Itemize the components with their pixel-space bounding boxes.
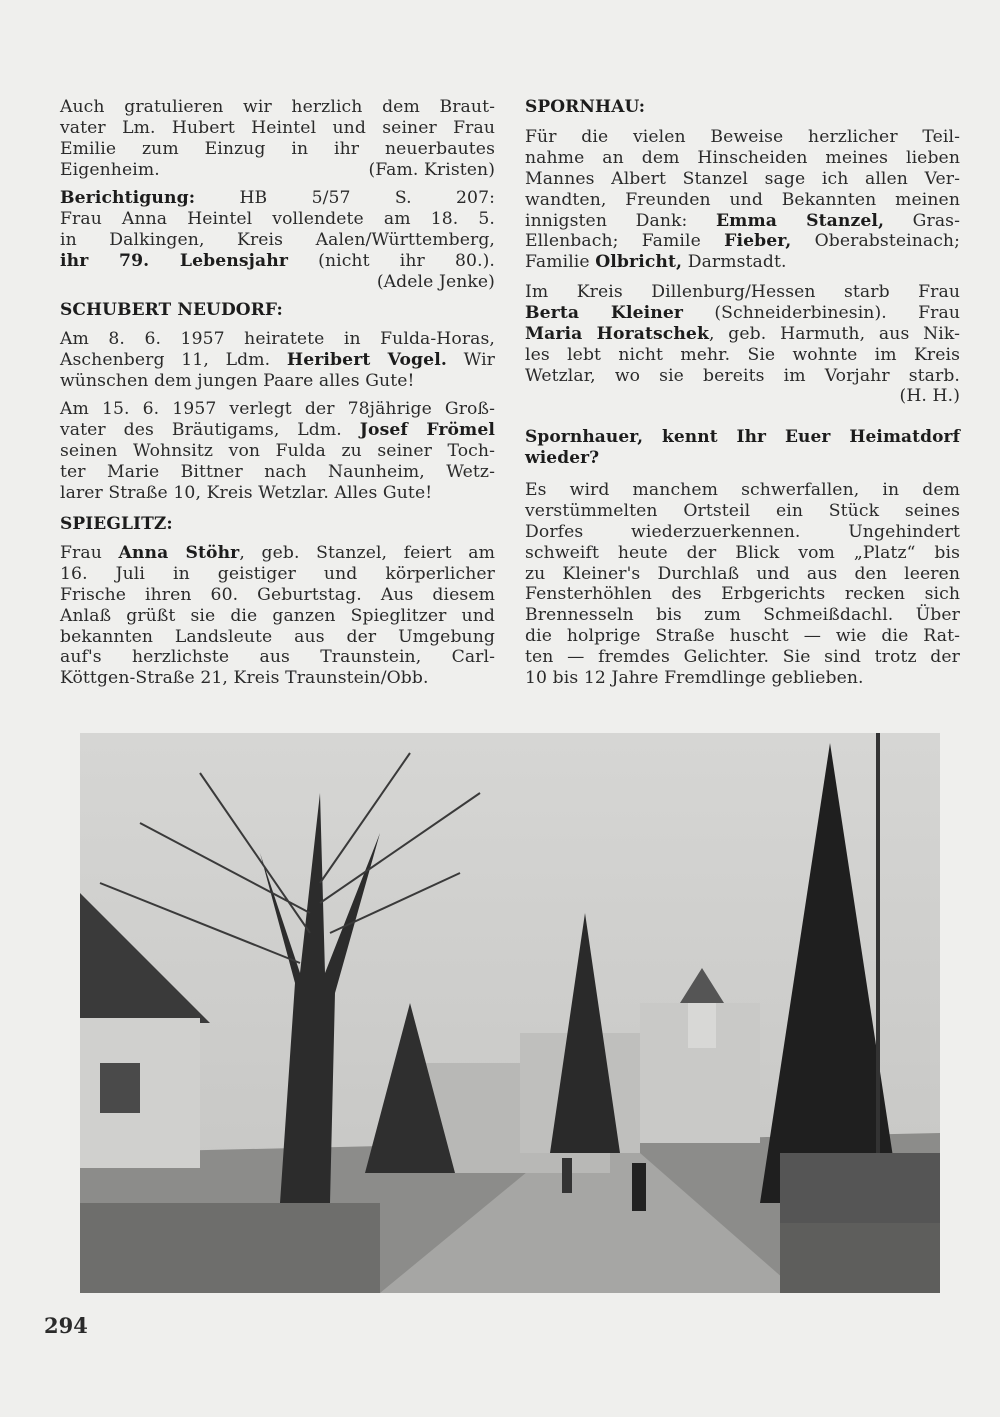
bold-text: Emma Stanzel, xyxy=(715,210,885,231)
text-line xyxy=(525,584,960,605)
text-line xyxy=(525,282,960,303)
text: Wetzlar, wo sie bereits im Vorjahr starb. xyxy=(525,365,960,386)
text: SCHUBERT NEUDORF: xyxy=(60,300,283,320)
text: auf's herzlichste aus Traunstein, Carl- xyxy=(60,647,495,668)
bold-text: Anna Stöhr xyxy=(118,543,240,563)
text: schweift heute der Blick vom „Platz“ bis xyxy=(525,542,960,563)
section-heading xyxy=(525,427,960,469)
page-number: 294 xyxy=(44,1313,88,1338)
text: HB 5/57 S. 207: xyxy=(195,188,495,208)
text-line xyxy=(525,427,960,448)
text-line xyxy=(60,483,495,504)
text-line xyxy=(525,564,960,585)
text-line xyxy=(525,252,960,273)
text: Frische ihren 60. Geburtstag. Aus diesem xyxy=(60,584,495,605)
bold-text: Heribert Vogel. xyxy=(286,349,447,370)
text-line xyxy=(60,399,495,420)
text: Am 15. 6. 1957 verlegt der 78jährige Groß- xyxy=(60,399,495,419)
text-line xyxy=(525,501,960,522)
text-line xyxy=(525,480,960,501)
bold-text: Josef Frömel xyxy=(359,419,496,440)
text: seinen Wohnsitz von Fulda zu seiner Toch- xyxy=(60,440,495,461)
attribution: (Adele Jenke) xyxy=(376,271,495,292)
text: zu Kleiner's Durchlaß und aus den leeren xyxy=(525,563,960,584)
text-line xyxy=(525,647,960,668)
text: Im Kreis Dillenburg/Hessen starb Frau xyxy=(525,282,960,302)
village-street-photo xyxy=(80,733,940,1293)
text: nahme an dem Hinscheiden meines lieben xyxy=(525,147,960,168)
text-line xyxy=(525,148,960,169)
text: ter Marie Bittner nach Naunheim, Wetz- xyxy=(60,461,495,482)
text: Frau Anna Heintel vollendete am 18. 5. xyxy=(60,208,495,229)
text-line xyxy=(525,366,960,387)
text: Spornhauer, kennt Ihr Euer Heimatdorf xyxy=(525,427,960,447)
bold-text: Fieber, xyxy=(724,231,792,252)
text: Ellenbach; Famile xyxy=(525,231,725,252)
text-line xyxy=(60,272,495,293)
text: innigsten Dank: xyxy=(525,210,716,231)
text: Es wird manchem schwerfallen, in dem xyxy=(525,480,960,500)
text-line xyxy=(60,543,495,564)
text: die holprige Straße huscht — wie die Rat- xyxy=(525,626,960,647)
bold-text: Maria Horatschek xyxy=(525,323,709,344)
attribution: (H. H.) xyxy=(899,386,960,407)
bold-text: ihr 79. Lebensjahr xyxy=(60,250,288,271)
text: Wir xyxy=(446,349,495,370)
text: vater des Bräutigams, Ldm. xyxy=(60,419,360,440)
text: Köttgen-Straße 21, Kreis Traunstein/Obb. xyxy=(60,668,429,689)
text: Frau xyxy=(60,543,119,563)
text: wandten, Freunden und Bekannten meinen xyxy=(525,189,960,210)
text: Aschenberg 11, Ldm. xyxy=(60,349,287,370)
text: in Dalkingen, Kreis Aalen/Württemberg, xyxy=(60,229,495,250)
text: Brennesseln bis zum Schmeißdachl. Über xyxy=(525,605,960,626)
text-line xyxy=(525,605,960,626)
text: larer Straße 10, Kreis Wetzlar. Alles Gute! xyxy=(60,482,433,503)
text: vater Lm. Hubert Heintel und seiner Frau xyxy=(60,117,495,138)
paragraph xyxy=(60,329,495,392)
text-line xyxy=(60,371,495,392)
text: (nicht ihr 80.). xyxy=(287,250,495,271)
text-line xyxy=(60,209,495,230)
text: (Schneiderbinesin). Frau xyxy=(683,302,961,323)
text-line xyxy=(60,668,495,689)
text-line xyxy=(60,420,495,441)
text-line xyxy=(60,329,495,350)
text: Dorfes wiederzuerkennen. Ungehindert xyxy=(525,521,960,542)
text-line xyxy=(60,251,495,272)
text-line xyxy=(60,188,495,209)
text-line xyxy=(60,160,495,181)
text: 10 bis 12 Jahre Fremdlinge geblieben. xyxy=(525,668,864,689)
paragraph xyxy=(525,480,960,689)
text-line xyxy=(525,345,960,366)
text-line xyxy=(525,211,960,232)
text-line xyxy=(525,97,960,118)
text: les lebt nicht mehr. Sie wohnte im Kreis xyxy=(525,344,960,365)
text-line xyxy=(60,647,495,668)
text-line xyxy=(525,522,960,543)
text: Für die vielen Beweise herzlicher Teil- xyxy=(525,127,960,147)
text-line xyxy=(60,118,495,139)
paragraph xyxy=(60,543,495,689)
text-line xyxy=(60,585,495,606)
text: , geb. Harmuth, aus Nik- xyxy=(708,323,960,344)
paragraph xyxy=(525,282,960,407)
text-line xyxy=(60,139,495,160)
text-line xyxy=(525,543,960,564)
text-line xyxy=(525,324,960,345)
text: Familie xyxy=(525,252,596,273)
paragraph xyxy=(60,97,495,181)
text: Eigenheim. xyxy=(60,159,160,180)
text-line xyxy=(525,231,960,252)
bold-text: Olbricht, xyxy=(595,252,683,273)
paragraph xyxy=(60,399,495,503)
section-heading xyxy=(525,97,960,118)
text-line xyxy=(525,303,960,324)
text: Emilie zum Einzug in ihr neuerbautes xyxy=(60,138,495,159)
text: bekannten Landsleute aus der Umgebung xyxy=(60,626,495,647)
text: Darmstadt. xyxy=(682,252,787,273)
text-line xyxy=(525,668,960,689)
text-line xyxy=(525,626,960,647)
text-line xyxy=(60,564,495,585)
text-line xyxy=(60,97,495,118)
text-line xyxy=(525,169,960,190)
text: , geb. Stanzel, feiert am xyxy=(239,543,495,563)
text-line xyxy=(60,441,495,462)
paragraph xyxy=(525,127,960,273)
text: SPIEGLITZ: xyxy=(60,514,173,534)
section-heading xyxy=(60,300,495,321)
text: Anlaß grüßt sie die ganzen Spieglitzer und xyxy=(60,605,495,626)
text: 16. Juli in geistiger und körperlicher xyxy=(60,563,495,584)
text: Mannes Albert Stanzel sage ich allen Ver- xyxy=(525,168,960,189)
bold-text: Berichtigung: xyxy=(60,188,196,208)
text-line xyxy=(525,127,960,148)
text: Gras- xyxy=(884,210,960,231)
text: Am 8. 6. 1957 heiratete in Fulda-Horas, xyxy=(60,329,495,349)
text-line xyxy=(60,350,495,371)
text-line xyxy=(60,514,495,535)
text-line xyxy=(525,190,960,211)
text-line xyxy=(60,230,495,251)
text: Auch gratulieren wir herzlich dem Braut- xyxy=(60,97,495,117)
text: ten — fremdes Gelichter. Sie sind trotz der xyxy=(525,647,960,668)
text: SPORNHAU: xyxy=(525,97,646,117)
section-heading xyxy=(60,514,495,535)
text-line xyxy=(60,627,495,648)
text-line xyxy=(525,448,960,469)
text-line xyxy=(60,462,495,483)
text-line xyxy=(60,300,495,321)
text: wünschen dem jungen Paare alles Gute! xyxy=(60,370,415,391)
paragraph xyxy=(60,188,495,292)
text: Fensterhöhlen des Erbgerichts recken sich xyxy=(525,584,960,605)
text: wieder? xyxy=(525,447,600,468)
attribution: (Fam. Kristen) xyxy=(368,159,495,180)
text-line xyxy=(60,606,495,627)
bold-text: Berta Kleiner xyxy=(525,302,684,323)
text: Oberabsteinach; xyxy=(791,231,960,252)
text: verstümmelten Ortsteil ein Stück seines xyxy=(525,500,960,521)
text-line xyxy=(525,386,960,407)
